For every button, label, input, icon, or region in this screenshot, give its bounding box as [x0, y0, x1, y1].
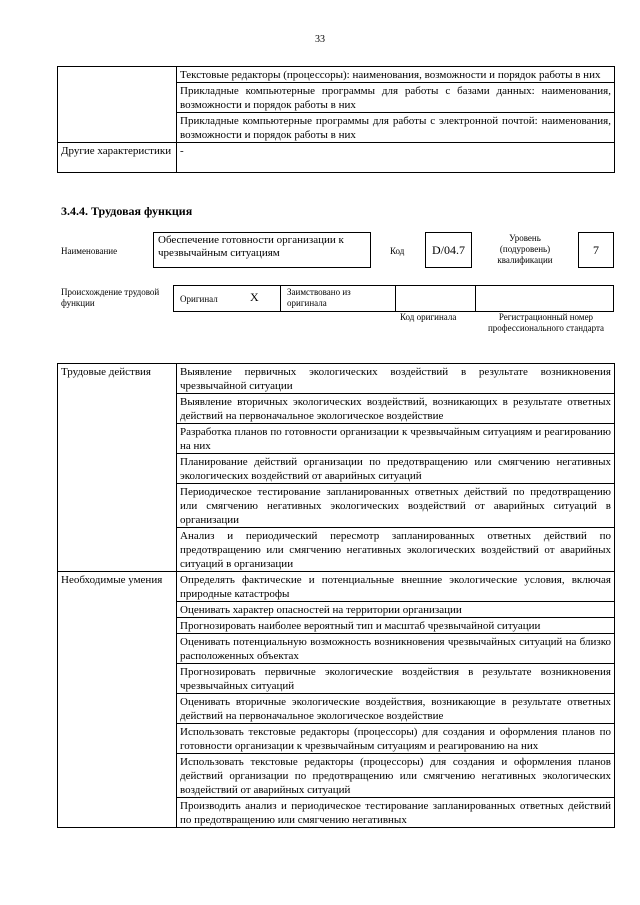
code-label: Код [390, 246, 405, 256]
action-cell: Выявление первичных экологических воздействий в результате возникновения чрезвычайной ситуации [177, 364, 615, 394]
table-cell: - [177, 143, 615, 173]
table-row [58, 143, 615, 173]
reg-number-cell [476, 286, 613, 311]
code-original-cell [396, 286, 476, 311]
function-name-box: Обеспечение готовности организации к чрезвычайным ситуациям [153, 232, 371, 268]
table-cell: Прикладные компьютерные программы для работы с базами данных: наименования, возможности и порядок работы в них [177, 83, 615, 113]
actions-label-cell: Трудовые действия [58, 364, 177, 572]
page-number: 33 [315, 34, 325, 45]
function-details-table [57, 363, 615, 828]
continuation-table [57, 66, 615, 173]
original-cell [174, 286, 281, 311]
action-cell: Разработка планов по готовности организации к чрезвычайным ситуациям и реагированию на них [177, 424, 615, 454]
table-cell: Прикладные компьютерные программы для работы с электронной почтой: наименования, возможности и порядок работы в них [177, 113, 615, 143]
code-original-label: Код оригинала [400, 312, 457, 322]
section-heading: 3.4.4. Трудовая функция [61, 204, 193, 218]
origin-label: Происхождение трудовой функции [61, 287, 160, 308]
level-label: Уровень (подуровень) квалификации [497, 233, 553, 265]
name-label: Наименование [61, 246, 118, 256]
table-row [58, 67, 615, 83]
borrowed-label: Заимствовано из оригинала [287, 287, 351, 308]
skill-cell: Прогнозировать первичные экологические воздействия в результате возникновения чрезвычайных ситуаций [177, 664, 615, 694]
reg-number-label: Регистрационный номер профессионального стандарта [487, 312, 605, 333]
skill-cell: Использовать текстовые редакторы (процессоры) для создания и оформления планов по готовности организации к чрезвычайным ситуациям и реагированию на них [177, 724, 615, 754]
original-label: Оригинал [180, 294, 218, 304]
skill-cell: Производить анализ и периодическое тестирование запланированных ответных действий по предотвращению или смягчению негативных [177, 798, 615, 828]
original-mark: X [250, 290, 259, 304]
action-cell: Анализ и периодический пересмотр запланированных ответных действий по предотвращению или смягчению негативных экологических воздействий от аварийных ситуаций в организации [177, 528, 615, 572]
skills-label-cell: Необходимые умения [58, 572, 177, 828]
table-cell: Текстовые редакторы (процессоры): наименования, возможности и порядок работы в них [177, 67, 615, 83]
borrowed-cell [281, 286, 396, 311]
code-value-box: D/04.7 [425, 232, 472, 268]
origin-row [173, 285, 614, 312]
action-cell: Выявление вторичных экологических воздействий, возникающих в результате ответных действий на первоначальное экологическое воздействие [177, 394, 615, 424]
skill-cell: Использовать текстовые редакторы (процессоры) для создания и оформления планов действий организации по предотвращению или смягчению негативных экологических воздействий от аварийных ситуаций [177, 754, 615, 798]
skill-cell: Оценивать вторичные экологические воздействия, возникающие в результате ответных действий на первоначальное экологическое воздействие [177, 694, 615, 724]
table-row [58, 572, 615, 602]
skill-cell: Определять фактические и потенциальные внешние экологические условия, включая природные катастрофы [177, 572, 615, 602]
action-cell: Планирование действий организации по предотвращению или смягчению негативных экологических воздействий от аварийных ситуаций [177, 454, 615, 484]
skill-cell: Оценивать характер опасностей на территории организации [177, 602, 615, 618]
skill-cell: Прогнозировать наиболее вероятный тип и масштаб чрезвычайной ситуации [177, 618, 615, 634]
action-cell: Периодическое тестирование запланированных ответных действий по предотвращению или смягчению негативных экологических воздействий от аварийных ситуаций в организации [177, 484, 615, 528]
table-row [58, 364, 615, 394]
level-value-box: 7 [578, 232, 614, 268]
row-label-cell [58, 67, 177, 143]
row-label-cell: Другие характеристики [58, 143, 177, 173]
skill-cell: Оценивать потенциальную возможность возникновения чрезвычайных ситуаций на близко расположенных объектах [177, 634, 615, 664]
